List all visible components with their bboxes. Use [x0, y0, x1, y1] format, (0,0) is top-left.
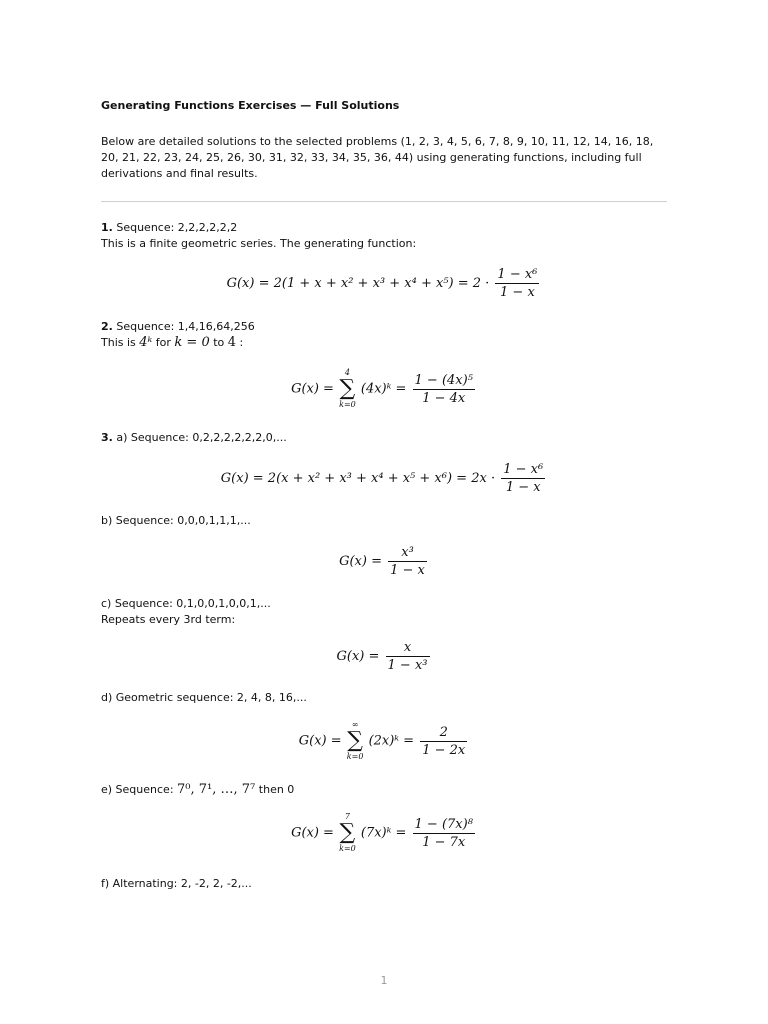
- sum-lower: k=0: [339, 844, 356, 853]
- numerator: 1 − (4x)⁵: [414, 372, 473, 388]
- summation: [339, 368, 356, 410]
- sum-upper: 4: [344, 368, 350, 377]
- equation-lhs: G(x) =: [298, 733, 342, 749]
- sigma-icon: ∑: [339, 820, 356, 845]
- problem-number: 3.: [101, 431, 113, 444]
- problem-1-note: This is a finite geometric series. The generating function:: [101, 237, 417, 250]
- denominator: 1 − x³: [387, 658, 428, 673]
- summation: [347, 720, 364, 762]
- problem-3c-equation: [0, 639, 768, 674]
- note-text: for: [155, 336, 171, 349]
- problem-1-equation: [0, 266, 768, 301]
- note-text: :: [239, 336, 244, 349]
- sigma-icon: ∑: [339, 376, 356, 401]
- problem-3d-sequence: d) Geometric sequence: 2, 4, 8, 16,...: [101, 691, 307, 704]
- fraction: [386, 639, 430, 674]
- denominator: 1 − x: [495, 283, 539, 301]
- problem-3a-equation: [0, 461, 768, 496]
- divider: [101, 201, 667, 202]
- numerator: 1 − x⁶: [503, 462, 544, 477]
- equation-lhs: G(x) =: [336, 649, 380, 664]
- fraction: [413, 372, 475, 407]
- problem-1-heading: [101, 220, 237, 236]
- numerator: 2: [439, 724, 448, 740]
- fraction: [413, 816, 475, 851]
- equation-mid: (2x)ᵏ =: [368, 733, 415, 749]
- problem-1-sequence: Sequence: 2,2,2,2,2,2: [116, 221, 238, 234]
- problem-3a-sequence: a) Sequence: 0,2,2,2,2,2,2,0,...: [116, 431, 287, 444]
- problem-2-equation: [0, 368, 768, 410]
- equation-lhs: G(x) =: [339, 554, 382, 569]
- denominator: 1 − 4x: [413, 389, 475, 407]
- problem-3b-sequence: b) Sequence: 0,0,0,1,1,1,...: [101, 514, 251, 527]
- math-term: k = 0: [174, 335, 210, 350]
- problem-3e-sequence: [101, 782, 294, 798]
- equation-mid: (7x)ᵏ =: [360, 825, 407, 841]
- math-term: 7⁰, 7¹, …, 7⁷: [177, 782, 256, 797]
- fraction: [388, 544, 427, 579]
- summation: [339, 812, 356, 854]
- note-text: then 0: [258, 783, 295, 796]
- problem-3c-note: Repeats every 3rd term:: [101, 613, 236, 626]
- problem-3c-sequence: c) Sequence: 0,1,0,0,1,0,0,1,...: [101, 597, 271, 610]
- page-number: 1: [380, 974, 388, 987]
- equation-lhs: G(x) =: [291, 381, 334, 397]
- numerator: 1 − (7x)⁸: [414, 816, 473, 832]
- math-term: 4: [227, 335, 237, 350]
- numerator: 1 − x⁶: [497, 267, 538, 282]
- problem-3b-equation: [0, 544, 768, 579]
- note-text: This is: [101, 336, 136, 349]
- fraction: [495, 266, 539, 301]
- sum-lower: k=0: [339, 400, 356, 409]
- numerator: x: [403, 640, 412, 655]
- note-text: to: [213, 336, 225, 349]
- problem-number: 2.: [101, 320, 113, 333]
- problem-2-note: [101, 335, 243, 351]
- sum-lower: k=0: [346, 752, 364, 761]
- fraction: [420, 724, 467, 759]
- problem-3a-heading: [101, 430, 287, 446]
- fraction: [501, 461, 545, 496]
- numerator: x³: [401, 545, 414, 560]
- denominator: 1 − 2x: [422, 742, 466, 758]
- problem-3f-sequence: f) Alternating: 2, -2, 2, -2,...: [101, 877, 252, 890]
- math-term: 4ᵏ: [139, 335, 153, 350]
- problem-3e-equation: [0, 812, 768, 854]
- equation-mid: (4x)ᵏ =: [360, 381, 407, 397]
- note-text: e) Sequence:: [101, 783, 174, 796]
- problem-2-sequence: Sequence: 1,4,16,64,256: [116, 320, 255, 333]
- problem-number: 1.: [101, 221, 113, 234]
- sum-upper: 7: [344, 812, 350, 821]
- equation-lhs: G(x) = 2(1 + x + x² + x³ + x⁴ + x⁵) = 2 ·: [226, 276, 490, 291]
- page-title: Generating Functions Exercises — Full Solutions: [101, 99, 400, 112]
- sigma-icon: ∑: [347, 728, 363, 753]
- sum-upper: ∞: [351, 720, 359, 729]
- equation-lhs: G(x) =: [291, 825, 334, 841]
- denominator: 1 − x: [501, 478, 545, 496]
- denominator: 1 − x: [390, 563, 425, 578]
- intro-paragraph: Below are detailed solutions to the selected problems (1, 2, 3, 4, 5, 6, 7, 8, 9, 10, 11, 12, 14, 16, 18, 20, 21, 22, 23, 24, 25, 26, 30, 31, 32, 33, 34, 35, 36, 44) using generating functions, including full derivations and final results.: [101, 135, 654, 180]
- denominator: 1 − 7x: [413, 833, 475, 851]
- problem-2-heading: [101, 319, 255, 335]
- problem-3d-equation: [0, 720, 768, 762]
- equation-lhs: G(x) = 2(x + x² + x³ + x⁴ + x⁵ + x⁶) = 2x ·: [220, 471, 496, 486]
